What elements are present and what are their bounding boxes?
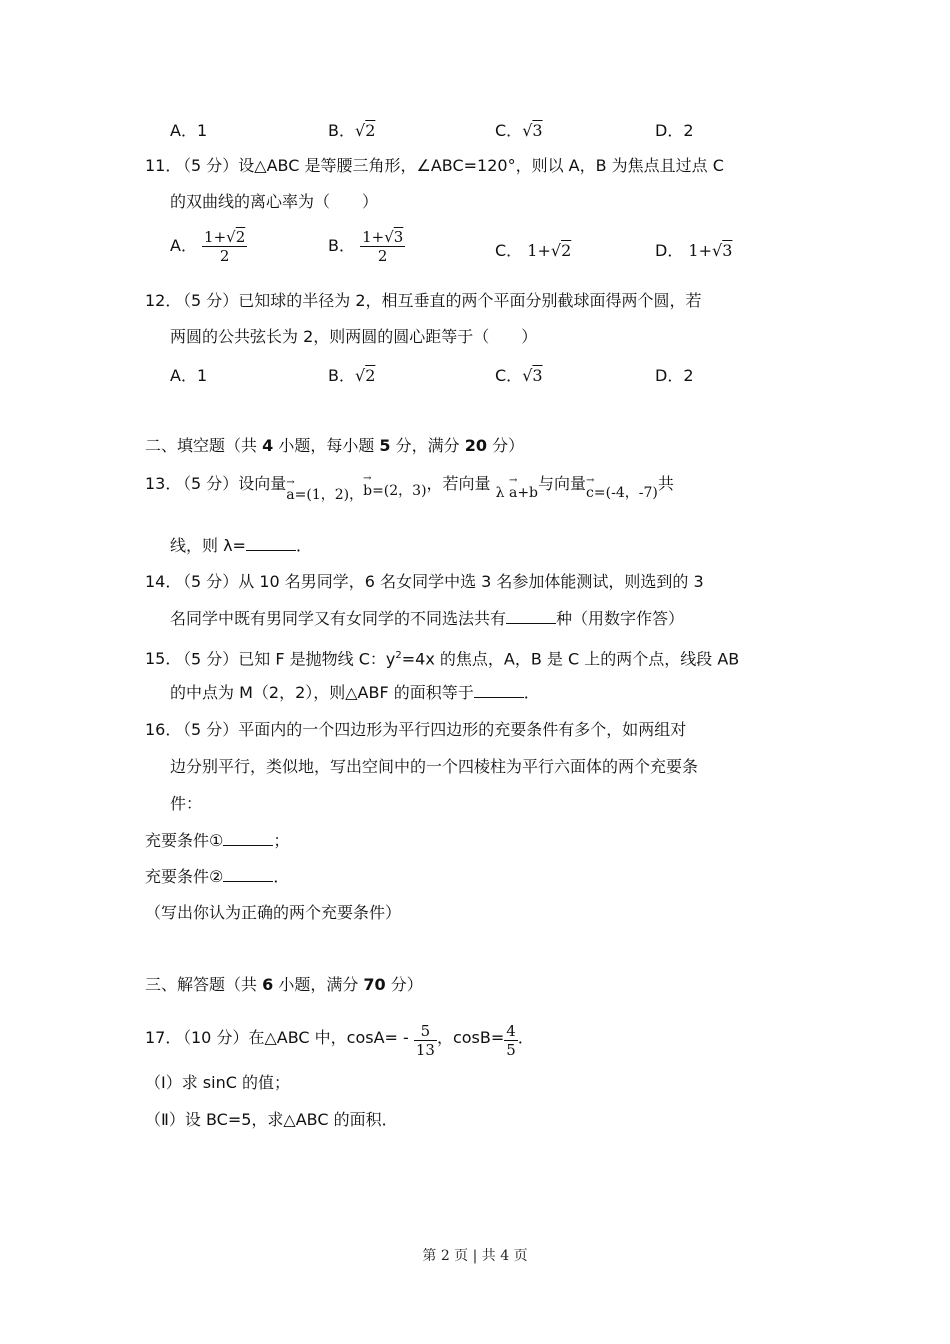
question-text-cont: 两圆的公共弦长为 2，则两圆的圆心距等于（ ）: [170, 327, 538, 346]
q10-option-a: A．1: [170, 121, 208, 140]
answer-blank-2[interactable]: [223, 867, 273, 882]
note: （写出你认为正确的两个充要条件）: [145, 903, 402, 922]
q10-option-c: C．√3: [495, 121, 543, 140]
vector-c: → c=(-4，-7): [586, 485, 658, 501]
question-number: 12．: [145, 291, 182, 310]
question-number: 15．: [145, 649, 182, 669]
section-heading-fill-blank: 二、填空题（共 4 小题，每小题 5 分，满分 20 分）: [145, 436, 525, 455]
q12-option-b: B．√2: [328, 366, 376, 385]
q10-option-d: D．2: [655, 121, 694, 140]
fraction-cosA: $\frac{5}{13}$: [415, 1022, 435, 1059]
question-number: 14．: [145, 572, 182, 591]
question-text: （5 分）已知球的半径为 2，相互垂直的两个平面分别截球面得两个圆，若: [175, 291, 702, 310]
page-footer: 第 2 页 | 共 4 页: [422, 1248, 528, 1264]
question-text-cont: 的双曲线的离心率为（ ）: [170, 192, 379, 211]
q11-option-c: C． 1+√2: [495, 241, 572, 260]
q12-option-a: A．1: [170, 366, 208, 385]
vector-b: → b=(2，3): [363, 483, 426, 499]
question-text: （5 分）从 10 名男同学，6 名女同学中选 3 名参加体能测试，则选到的 3: [175, 572, 704, 591]
q10-option-b: B．√2: [328, 121, 376, 140]
answer-blank-1[interactable]: [223, 831, 273, 846]
question-number: 11．: [145, 156, 182, 175]
q11-option-b: B． $\frac{1+√3}{2}$: [328, 228, 404, 265]
question-number: 13．: [145, 474, 182, 493]
question-text: （5 分）设△ABC 是等腰三角形，∠ABC=120°，则以 A，B 为焦点且过点 C: [175, 156, 724, 175]
question-number: 17．: [145, 1028, 182, 1047]
answer-blank[interactable]: [246, 536, 296, 551]
fraction-cosB: $\frac{4}{5}$: [506, 1022, 516, 1059]
section-heading-solve: 三、解答题（共 6 小题，满分 70 分）: [145, 975, 423, 994]
part-2: （Ⅱ）设 BC=5，求△ABC 的面积．: [145, 1110, 398, 1129]
q11-option-d: D． 1+√3: [655, 241, 733, 260]
q12-option-c: C．√3: [495, 366, 543, 385]
vector-lambda-a-plus-b: λ → a+b: [496, 485, 538, 501]
answer-blank[interactable]: [474, 683, 524, 698]
question-number: 16．: [145, 720, 182, 739]
q11-option-a: A． $\frac{1+√2}{2}$: [170, 228, 246, 265]
answer-blank[interactable]: [506, 609, 556, 624]
vector-a: → a=(1，2)，: [286, 487, 363, 503]
question-text: （5 分）平面内的一个四边形为平行四边形的充要条件有多个，如两组对: [175, 720, 687, 739]
part-1: （Ⅰ）求 sinC 的值；: [145, 1073, 290, 1092]
q12-option-d: D．2: [655, 366, 694, 385]
